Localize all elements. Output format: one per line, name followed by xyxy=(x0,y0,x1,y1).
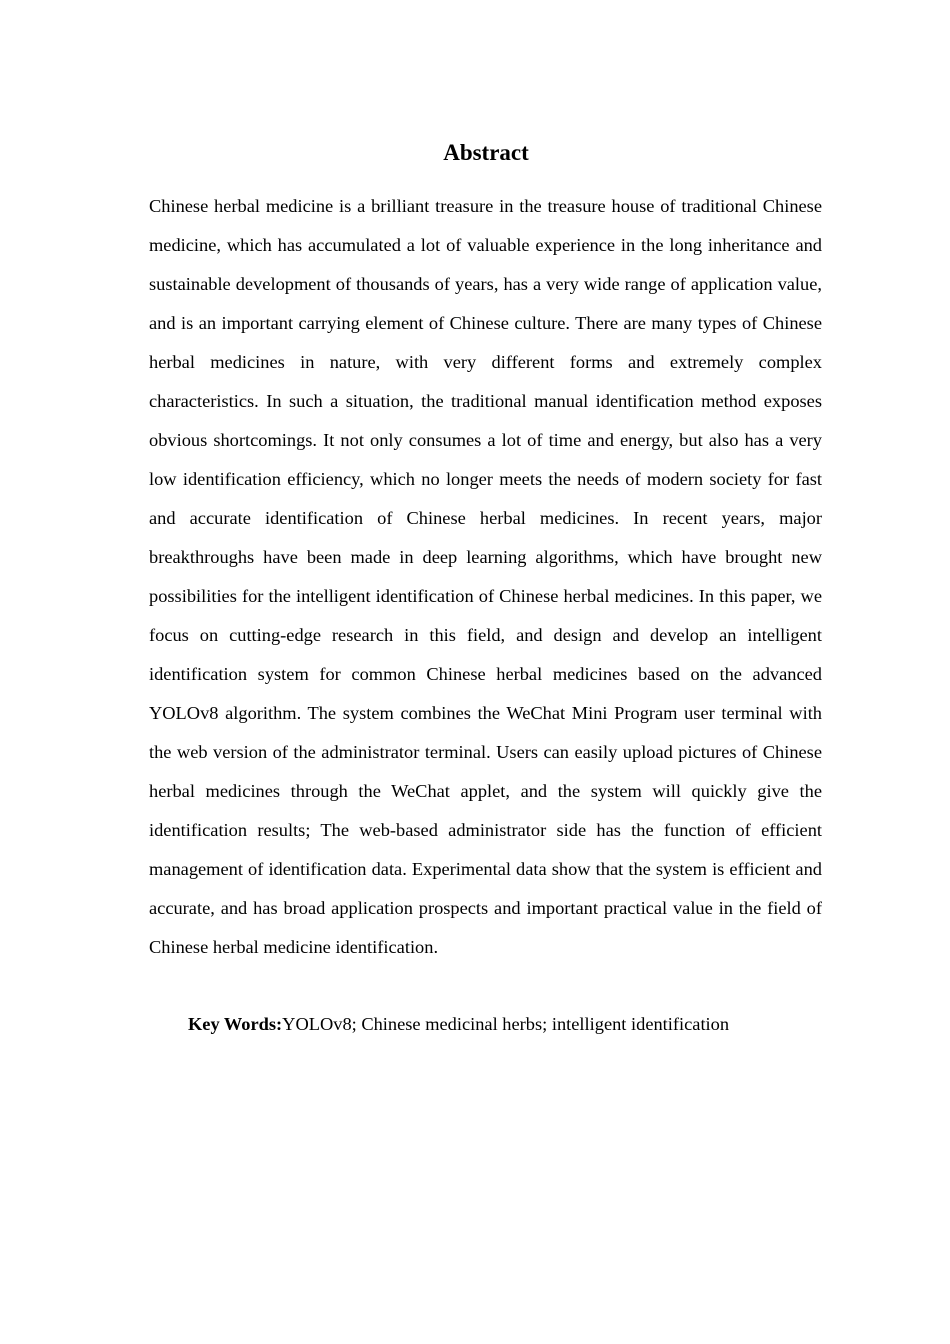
keywords-line xyxy=(188,1009,822,1039)
abstract-body: Chinese herbal medicine is a brilliant treasure in the treasure house of traditional Chinese medicine, which has accumulated a lot of valuable experience in the long inheritance and sustainable development of thousands of years, has a very wide range of application value, and is an important carrying element of Chinese culture. There are many types of Chinese herbal medicines in nature, with very different forms and extremely complex characteristics. In such a situation, the traditional manual identification method exposes obvious shortcomings. It not only consumes a lot of time and energy, but also has a very low identification efficiency, which no longer meets the needs of modern society for fast and accurate identification of Chinese herbal medicines. In recent years, major breakthroughs have been made in deep learning algorithms, which have brought new possibilities for the intelligent identification of Chinese herbal medicines. In this paper, we focus on cutting-edge research in this field, and design and develop an intelligent identification system for common Chinese herbal medicines based on the advanced YOLOv8 algorithm. The system combines the WeChat Mini Program user terminal with the web version of the administrator terminal. Users can easily upload pictures of Chinese herbal medicines through the WeChat applet, and the system will quickly give the identification results; The web-based administrator side has the function of efficient management of identification data. Experimental data show that the system is efficient and accurate, and has broad application prospects and important practical value in the field of Chinese herbal medicine identification. xyxy=(149,196,822,957)
abstract-title: Abstract xyxy=(443,140,529,165)
keywords-label: Key Words: xyxy=(188,1014,283,1034)
keywords-value: YOLOv8; Chinese medicinal herbs; intelligent identification xyxy=(282,1014,730,1034)
